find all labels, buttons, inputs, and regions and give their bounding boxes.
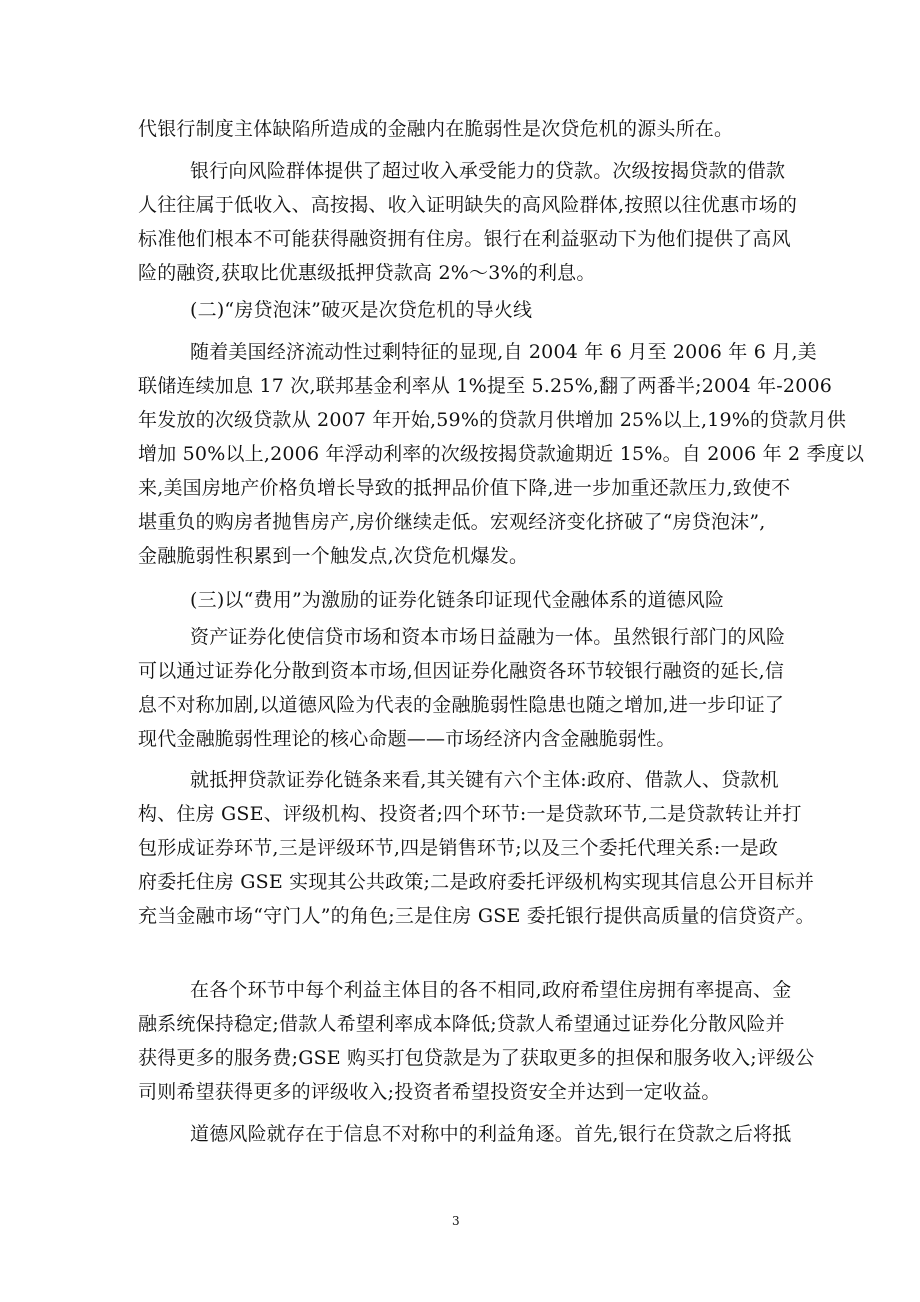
text-line: 联储连续加息 17 次,联邦基金利率从 1%提至 5.25%,翻了两番半;2004 年-2006 bbox=[138, 375, 833, 397]
text-line: 来,美国房地产价格负增长导致的抵押品价值下降,进一步加重还款压力,致使不 bbox=[138, 477, 791, 499]
text-line: 人往往属于低收入、高按揭、收入证明缺失的高风险群体,按照以往优惠市场的 bbox=[138, 194, 798, 216]
text-line: 在各个环节中每个利益主体目的各不相同,政府希望住房拥有率提高、金 bbox=[190, 979, 792, 1001]
text-line: 府委托住房 GSE 实现其公共政策;二是政府委托评级机构实现其信息公开目标并 bbox=[138, 871, 815, 893]
text-line: 增加 50%以上,2006 年浮动利率的次级按揭贷款逾期近 15%。自 2006 年 2 季度以 bbox=[138, 443, 865, 465]
text-line: 现代金融脆弱性理论的核心命题——市场经济内含金融脆弱性。 bbox=[138, 728, 676, 750]
text-line: 年发放的次级贷款从 2007 年开始,59%的贷款月供增加 25%以上,19%的贷款月供 bbox=[138, 409, 847, 431]
page-number: 3 bbox=[452, 1214, 460, 1228]
text-line: 金融脆弱性积累到一个触发点,次贷危机爆发。 bbox=[138, 545, 529, 567]
text-line: 银行向风险群体提供了超过收入承受能力的贷款。次级按揭贷款的借款 bbox=[190, 160, 786, 182]
text-line: 融系统保持稳定;借款人希望利率成本降低;贷款人希望通过证券化分散风险并 bbox=[138, 1013, 785, 1035]
text-line: 包形成证券环节,三是评级环节,四是销售环节;以及三个委托代理关系:一是政 bbox=[138, 837, 779, 859]
text-line: 可以通过证券化分散到资本市场,但因证券化融资各环节较银行融资的延长,信 bbox=[138, 660, 785, 682]
text-line: 就抵押贷款证券化链条来看,其关键有六个主体:政府、借款人、贷款机 bbox=[190, 769, 779, 791]
section-heading: (二)“房贷泡沫”破灭是次贷危机的导火线 bbox=[190, 299, 533, 321]
text-line: 堪重负的购房者抛售房产,房价继续走低。宏观经济变化挤破了“房贷泡沫”, bbox=[138, 511, 766, 533]
text-line: 息不对称加剧,以道德风险为代表的金融脆弱性隐患也随之增加,进一步印证了 bbox=[138, 694, 785, 716]
text-line: 充当金融市场“守门人”的角色;三是住房 GSE 委托银行提供高质量的信贷资产。 bbox=[138, 905, 815, 927]
text-line: 构、住房 GSE、评级机构、投资者;四个环节:一是贷款环节,二是贷款转让并打 bbox=[138, 803, 802, 825]
text-line: 资产证券化使信贷市场和资本市场日益融为一体。虽然银行部门的风险 bbox=[190, 626, 786, 648]
text-line: 险的融资,获取比优惠级抵押贷款高 2%～3%的利息。 bbox=[138, 262, 596, 284]
text-line: 随着美国经济流动性过剩特征的显现,自 2004 年 6 月至 2006 年 6 月,美 bbox=[190, 341, 817, 363]
text-line: 道德风险就存在于信息不对称中的利益角逐。首先,银行在贷款之后将抵 bbox=[190, 1123, 792, 1145]
text-line: 代银行制度主体缺陷所造成的金融内在脆弱性是次贷危机的源头所在。 bbox=[138, 118, 734, 140]
text-line: 标准他们根本不可能获得融资拥有住房。银行在利益驱动下为他们提供了高风 bbox=[138, 228, 791, 250]
text-line: 获得更多的服务费;GSE 购买打包贷款是为了获取更多的担保和服务收入;评级公 bbox=[138, 1047, 815, 1069]
section-heading: (三)以“费用”为激励的证券化链条印证现代金融体系的道德风险 bbox=[190, 589, 725, 611]
text-line: 司则希望获得更多的评级收入;投资者希望投资安全并达到一定收益。 bbox=[138, 1081, 721, 1103]
